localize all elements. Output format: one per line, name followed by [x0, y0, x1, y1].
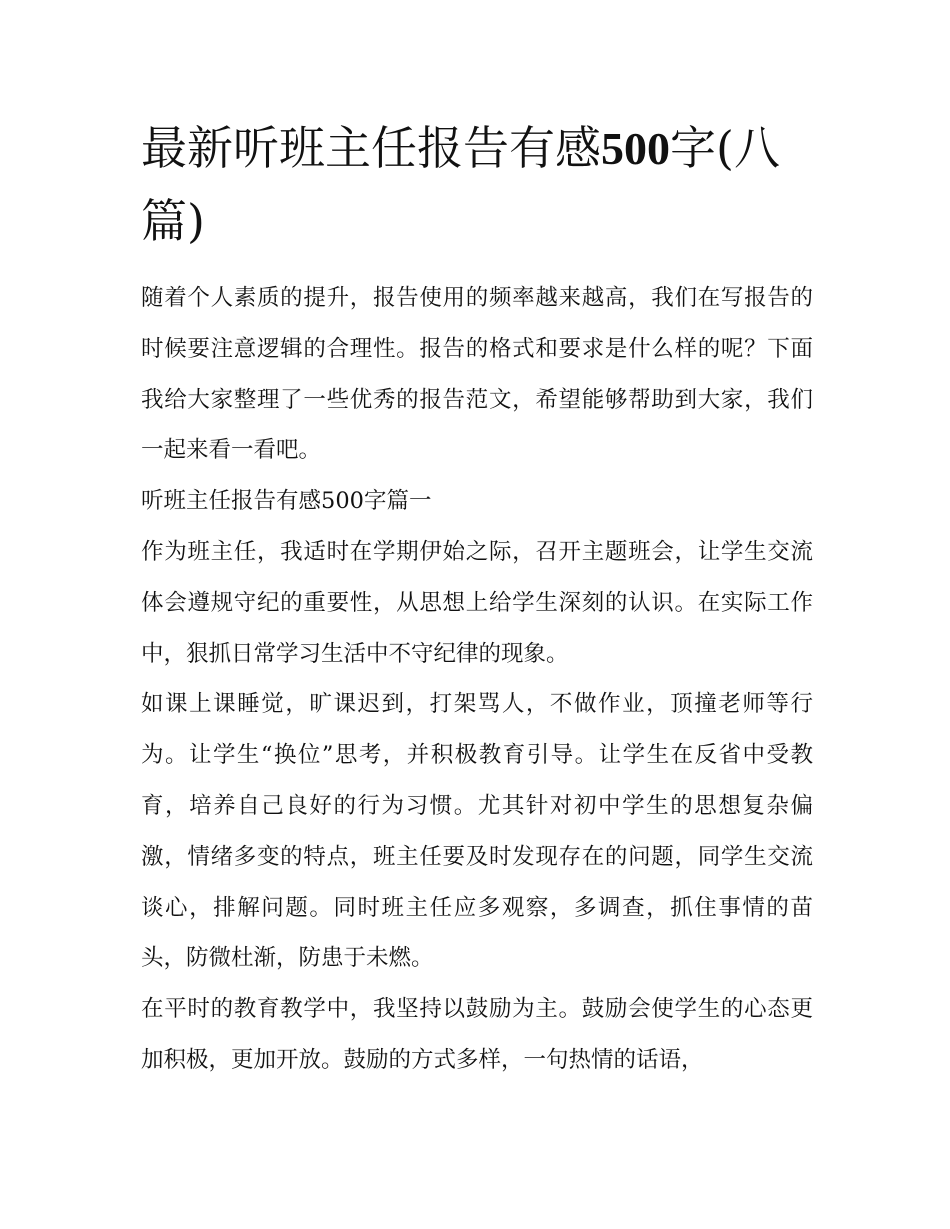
title-number: 500: [601, 123, 670, 174]
body-paragraph: 作为班主任，我适时在学期伊始之际，召开主题班会，让学生交流体会遵规守纪的重要性，从思想上给学生深刻的认识。在实际工作中，狠抓日常学习生活中不守纪律的现象。: [141, 538, 813, 667]
document-body: [141, 273, 813, 1086]
body-paragraph: 如课上课睡觉，旷课迟到，打架骂人，不做作业，顶撞老师等行为。让学生“换位”思考，并积极教育引导。让学生在反省中受教育，培养自己良好的行为习惯。尤其针对初中学生的思想复杂偏激，情绪多变的特点，班主任要及时发现存在的问题，同学生交流谈心，排解问题。同时班主任应多观察，多调查，抓住事情的苗头，防微杜渐，防患于未燃。: [141, 691, 813, 972]
body-paragraph: 在平时的教育教学中，我坚持以鼓励为主。鼓励会使学生的心态更加积极，更加开放。鼓励的方式多样，一句热情的话语，: [141, 996, 813, 1073]
title-text-part-1: 最新听班主任报告有感: [141, 121, 601, 175]
title-text-part-2: 字(八篇): [141, 121, 780, 248]
intro-paragraph: 随着个人素质的提升，报告使用的频率越来越高，我们在写报告的时候要注意逻辑的合理性。报告的格式和要求是什么样的呢？下面我给大家整理了一些优秀的报告范文，希望能够帮助到大家，我们一起来看一看吧。: [141, 285, 813, 464]
document-title: [141, 112, 813, 257]
section-heading: 听班主任报告有感500字篇一: [141, 488, 432, 515]
document-content: [141, 112, 813, 1086]
